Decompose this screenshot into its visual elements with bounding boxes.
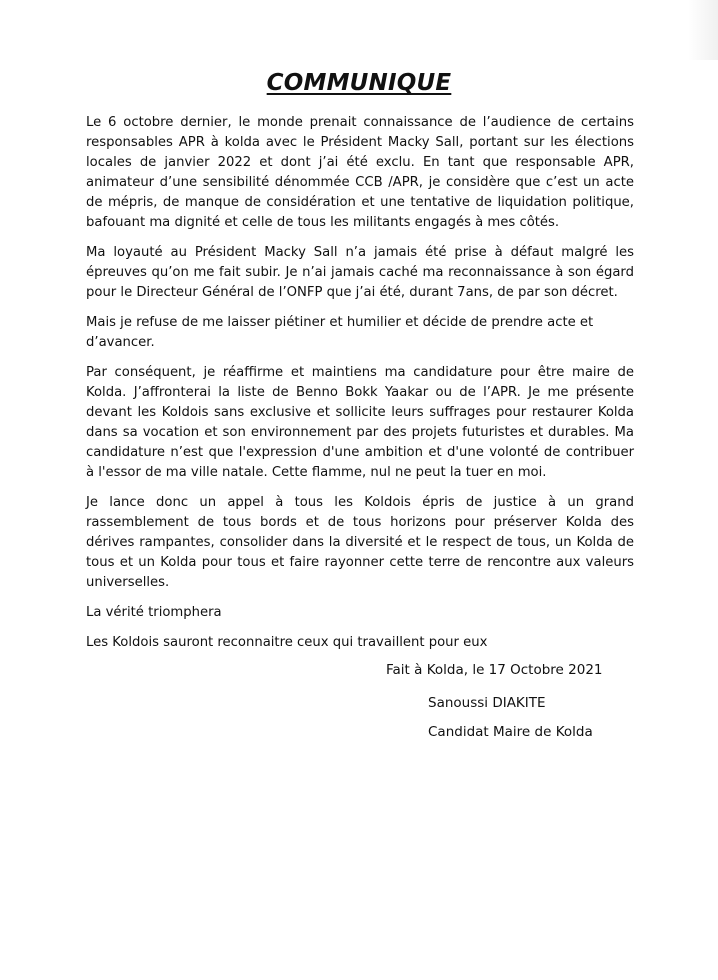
document-body [86,113,634,663]
paragraph-refusal: Mais je refuse de me laisser piétiner et humilier et décide de prendre acte et d’avancer. [86,315,594,350]
signature-place-date: Fait à Kolda, le 17 Octobre 2021 [386,662,603,678]
signature-name: Sanoussi DIAKITE [428,695,546,711]
page-corner-shadow [688,0,718,60]
document-title: COMMUNIQUE [266,70,452,96]
paragraph-candidacy: Par conséquent, je réaffirme et maintiens ma candidature pour être maire de Kolda. J’affronterai la liste de Benno Bokk Yaakar ou de l’APR. Je me présente devant les Koldois sans exclusive et sollicite leurs suffrages pour restaurer Kolda dans sa vocation et son environnement par des projets futuristes et durables. Ma candidature n’est que l'expression d'une ambition et d'une volonté de contribuer à l'essor de ma ville natale. Cette flamme, nul ne peut la tuer en moi. [86,365,634,480]
paragraph-audience: Le 6 octobre dernier, le monde prenait connaissance de l’audience de certains responsables APR à kolda avec le Président Macky Sall, portant sur les élections locales de janvier 2022 et dont j’ai été exclu. En tant que responsable APR, animateur d’une sensibilité dénommée CCB /APR, je considère que c’est un acte de mépris, de manque de considération et une tentative de liquidation politique, bafouant ma dignité et celle de tous les militants engagés à mes côtés. [86,115,634,230]
paragraph-truth: La vérité triomphera [86,605,222,620]
signature-role: Candidat Maire de Kolda [428,724,593,740]
paragraph-loyalty: Ma loyauté au Président Macky Sall n’a jamais été prise à défaut malgré les épreuves qu’on me fait subir. Je n’ai jamais caché ma reconnaissance à son égard pour le Directeur Général de l’ONFP que j’ai été, durant 7ans, de par son décret. [86,245,634,300]
paragraph-closing: Les Koldois sauront reconnaitre ceux qui travaillent pour eux [86,635,488,650]
paragraph-appeal: Je lance donc un appel à tous les Koldois épris de justice à un grand rassemblement de tous bords et de tous horizons pour préserver Kolda des dérives rampantes, consolider dans la diversité et le respect de tous, un Kolda de tous et un Kolda pour tous et faire rayonner cette terre de rencontre aux valeurs universelles. [86,495,634,590]
